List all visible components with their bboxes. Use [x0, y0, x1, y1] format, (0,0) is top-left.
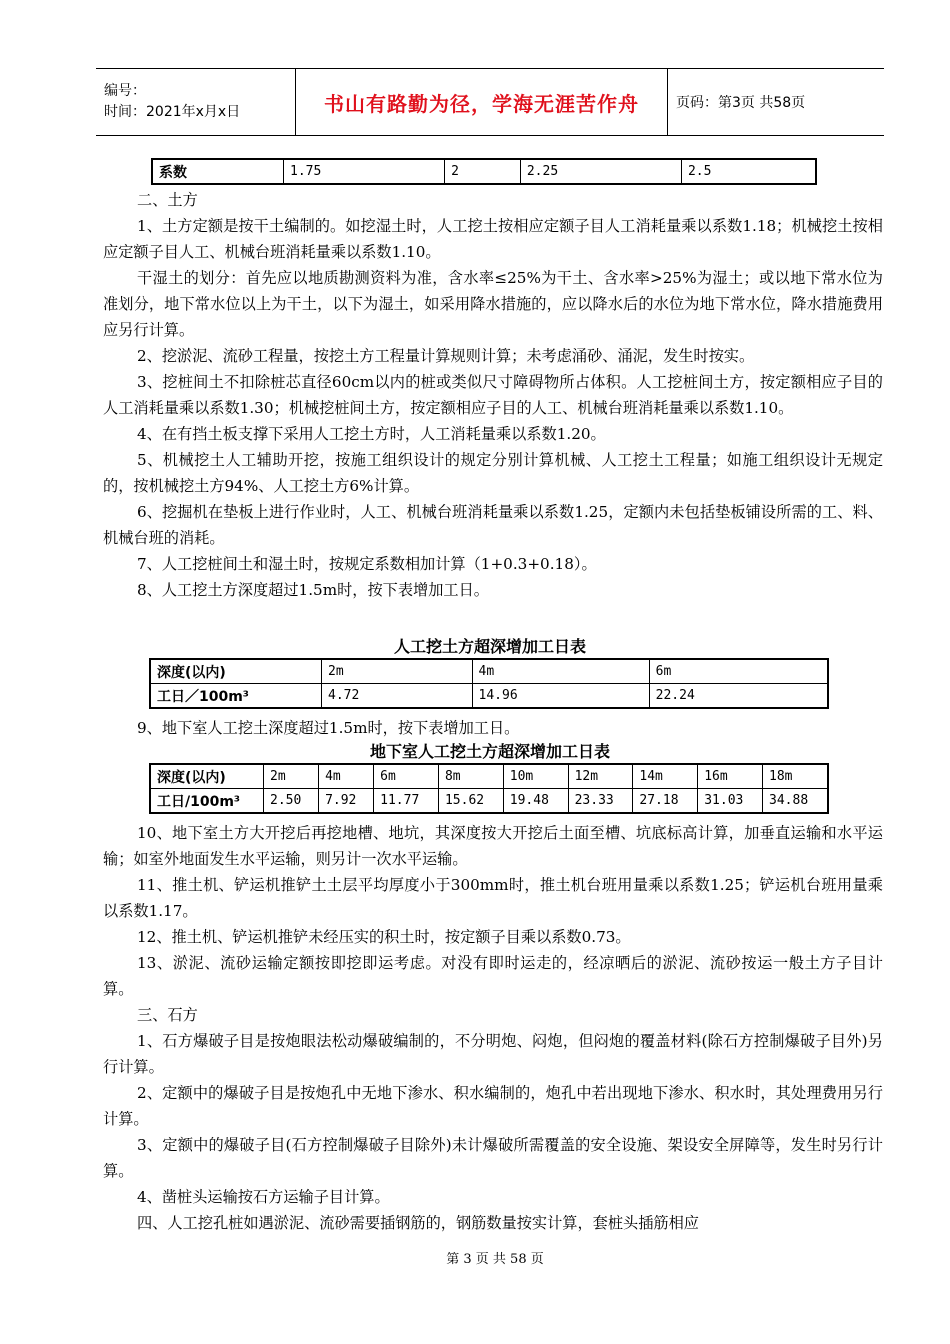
paragraph: 10、地下室土方大开挖后再挖地槽、地坑，其深度按大开挖后土面至槽、坑底标高计算，加垂直运输和水平运输；如室外地面发生水平运输，则另计一次水平运输。 — [103, 824, 883, 868]
section-rock — [103, 820, 883, 1236]
table-cell: 4m — [319, 764, 374, 789]
table-cell: 2m — [264, 764, 319, 789]
table-cell: 15.62 — [438, 789, 503, 814]
page-footer: 第 3 页 共 58 页 — [446, 1252, 544, 1267]
paragraph: 3、挖桩间土不扣除桩芯直径60cm以内的桩或类似尺寸障碍物所占体积。人工挖桩间土方，按定额相应子目的人工消耗量乘以系数1.30；机械挖桩间土方，按定额相应子目的人工、机械台班消耗量乘以系数1.10。 — [103, 373, 883, 417]
paragraph-9-wrapper — [103, 715, 883, 741]
table-cell: 6m — [649, 659, 828, 684]
table-cell: 11.77 — [374, 789, 439, 814]
header-meta — [96, 69, 296, 135]
paragraph: 2、定额中的爆破子目是按炮孔中无地下渗水、积水编制的，炮孔中若出现地下渗水、积水时，其处理费用另行计算。 — [103, 1084, 883, 1128]
table-row — [150, 684, 828, 709]
table-row — [150, 764, 828, 789]
table-row — [150, 789, 828, 814]
table-cell: 19.48 — [503, 789, 568, 814]
coefficient-table — [151, 158, 817, 185]
paragraph: 12、推土机、铲运机推铲未经压实的积土时，按定额子目乘以系数0.73。 — [137, 928, 631, 946]
table-cell: 10m — [503, 764, 568, 789]
header-motto: 书山有路勤为径，学海无涯苦作舟 — [296, 69, 668, 135]
table-title: 地下室人工挖土方超深增加工日表 — [369, 742, 610, 761]
basement-depth-table — [149, 763, 829, 814]
paragraph: 13、淤泥、流砂运输定额按即挖即运考虑。对没有即时运走的，经凉晒后的淤泥、流砂按运一般土方子目计算。 — [103, 954, 883, 998]
coef-cell: 1.75 — [284, 159, 445, 184]
table-row-header: 工日／100m³ — [150, 684, 322, 709]
coef-cell: 2 — [445, 159, 521, 184]
table-cell: 23.33 — [568, 789, 633, 814]
manual-depth-table-block — [149, 636, 831, 709]
table-cell: 27.18 — [633, 789, 698, 814]
table-cell: 31.03 — [698, 789, 763, 814]
table-cell: 22.24 — [649, 684, 828, 709]
doc-time-label: 时间：2021年x月x日 — [104, 104, 241, 120]
manual-depth-table — [149, 658, 829, 709]
table-cell: 2m — [322, 659, 473, 684]
section-earthwork — [103, 187, 883, 603]
table-row-header: 深度(以内) — [150, 659, 322, 684]
basement-depth-table-block — [149, 741, 831, 814]
table-cell: 12m — [568, 764, 633, 789]
paragraph: 7、人工挖桩间土和湿土时，按规定系数相加计算（1+0.3+0.18）。 — [137, 555, 597, 573]
table-cell: 8m — [438, 764, 503, 789]
table-cell: 4.72 — [322, 684, 473, 709]
page-header — [96, 68, 884, 136]
table-cell: 16m — [698, 764, 763, 789]
table-row-header: 深度(以内) — [150, 764, 264, 789]
doc-code-label: 编号： — [104, 83, 146, 99]
paragraph: 1、土方定额是按干土编制的。如挖湿土时，人工挖土按相应定额子目人工消耗量乘以系数1.18；机械挖土按相应定额子目人工、机械台班消耗量乘以系数1.10。 — [103, 217, 883, 261]
paragraph: 4、凿桩头运输按石方运输子目计算。 — [137, 1188, 390, 1206]
table-cell: 14m — [633, 764, 698, 789]
table-row — [152, 159, 816, 184]
paragraph: 四、人工挖孔桩如遇淤泥、流砂需要插钢筋的，钢筋数量按实计算，套桩头插筋相应 — [137, 1214, 699, 1232]
coef-cell: 2.25 — [520, 159, 681, 184]
paragraph: 4、在有挡土板支撑下采用人工挖土方时，人工消耗量乘以系数1.20。 — [137, 425, 606, 443]
table-cell: 7.92 — [319, 789, 374, 814]
coef-cell: 2.5 — [681, 159, 816, 184]
section-heading: 三、石方 — [137, 1006, 198, 1024]
paragraph: 2、挖淤泥、流砂工程量，按挖土方工程量计算规则计算；未考虑涌砂、涌泥，发生时按实。 — [137, 347, 755, 365]
paragraph: 8、人工挖土方深度超过1.5m时，按下表增加工日。 — [137, 581, 489, 599]
table-cell: 4m — [472, 659, 649, 684]
table-cell: 18m — [763, 764, 828, 789]
paragraph: 5、机械挖土人工辅助开挖，按施工组织设计的规定分别计算机械、人工挖土工程量；如施工组织设计无规定的，按机械挖土方94%、人工挖土方6%计算。 — [103, 451, 883, 495]
table-row-header: 工日/100m³ — [150, 789, 264, 814]
section-heading: 二、土方 — [137, 191, 198, 209]
table-title: 人工挖土方超深增加工日表 — [393, 637, 586, 656]
table-cell: 6m — [374, 764, 439, 789]
coef-label: 系数 — [152, 159, 284, 184]
coefficient-table-wrapper — [151, 158, 817, 185]
table-cell: 2.50 — [264, 789, 319, 814]
paragraph: 6、挖掘机在垫板上进行作业时，人工、机械台班消耗量乘以系数1.25，定额内未包括垫板铺设所需的工、料、机械台班的消耗。 — [103, 503, 883, 547]
paragraph: 11、推土机、铲运机推铲土土层平均厚度小于300mm时，推土机台班用量乘以系数1.25；铲运机台班用量乘以系数1.17。 — [103, 876, 883, 920]
table-cell: 14.96 — [472, 684, 649, 709]
table-cell: 34.88 — [763, 789, 828, 814]
paragraph: 9、地下室人工挖土深度超过1.5m时，按下表增加工日。 — [137, 719, 520, 737]
paragraph: 3、定额中的爆破子目(石方控制爆破子目除外)未计爆破所需覆盖的安全设施、架设安全屏障等，发生时另行计算。 — [103, 1136, 883, 1180]
paragraph: 干湿土的划分：首先应以地质勘测资料为准，含水率≤25%为干土、含水率>25%为湿土；或以地下常水位为准划分，地下常水位以上为干土，以下为湿土，如采用降水措施的，应以降水后的水位为地下常水位，降水措施费用应另行计算。 — [103, 269, 883, 339]
header-page-number: 页码：第3页 共58页 — [676, 95, 806, 111]
paragraph: 1、石方爆破子目是按炮眼法松动爆破编制的，不分明炮、闷炮，但闷炮的覆盖材料(除石方控制爆破子目外)另行计算。 — [103, 1032, 883, 1076]
table-row — [150, 659, 828, 684]
